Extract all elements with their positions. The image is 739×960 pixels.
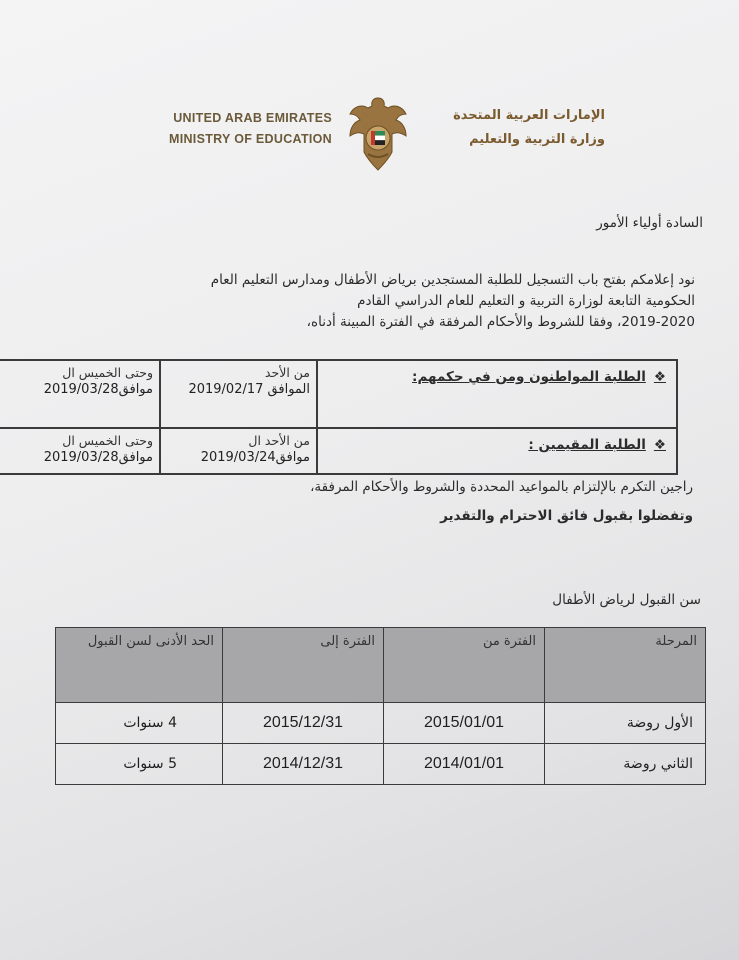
category-cell [317,428,677,474]
salutation: السادة أولياء الأمور [596,215,703,231]
category-label [318,429,676,453]
country-name-ar: الإمارات العربية المتحدة [453,108,605,123]
header-min-age: الحد الأدنى لسن القبول [56,628,223,703]
from-date-cell: 2015/01/01 [384,703,545,744]
stage-cell: الأول روضة [545,703,706,744]
table-row [0,360,677,428]
header-to: الفترة إلى [223,628,384,703]
to-date-cell [0,428,160,474]
table-header-row [56,628,706,703]
paragraph-line: 2019-2020، وفقا للشروط والأحكام المرفقة في الفترة المبينة أدناه، [306,314,695,330]
closing-line: راجين التكرم بالإلتزام بالمواعيد المحددة والشروط والأحكام المرفقة، [310,479,693,495]
closing-regards: وتفضلوا بقبول فائق الاحترام والتقدير [440,508,693,524]
admission-age-table [55,627,706,785]
header-from: الفترة من [384,628,545,703]
letterhead-english [150,108,332,150]
ministry-name-en: MINISTRY OF EDUCATION [168,132,332,146]
header-stage: المرحلة [545,628,706,703]
stage-cell: الثاني روضة [545,744,706,785]
from-date-cell [160,360,317,428]
table-row [56,703,706,744]
category-label [318,361,676,385]
from-date-cell [160,428,317,474]
table-row [56,744,706,785]
to-date-cell [0,360,160,428]
from-date-label: من الأحد [264,365,310,380]
to-date-value: موافق2019/03/28 [43,450,153,465]
category-text: الطلبة المواطنون ومن في حكمهم: [412,369,646,385]
country-name-en: UNITED ARAB EMIRATES [173,111,332,125]
from-date-value: الموافق 2019/02/17 [188,382,310,397]
to-date-cell: 2014/12/31 [223,744,384,785]
age-section-title: سن القبول لرياض الأطفال [552,592,701,608]
min-age-cell: 5 سنوات [56,744,223,785]
category-text: الطلبة المقيمين : [528,437,646,453]
diamond-bullet-icon: ❖ [653,437,666,453]
from-date-cell: 2014/01/01 [384,744,545,785]
paragraph-line: الحكومية التابعة لوزارة التربية و التعليم للعام الدراسي القادم [357,293,695,309]
ministry-name-ar: وزارة التربية والتعليم [469,132,605,147]
from-date-value: موافق2019/03/24 [200,450,310,465]
registration-period-table [0,359,678,475]
table-row [0,428,677,474]
uae-emblem-icon [346,94,410,174]
to-date-label: وحتى الخميس ال [62,365,153,380]
letterhead-arabic [415,104,605,152]
to-date-cell: 2015/12/31 [223,703,384,744]
min-age-cell: 4 سنوات [56,703,223,744]
diamond-bullet-icon: ❖ [653,369,666,385]
category-cell [317,360,677,428]
to-date-value: موافق2019/03/28 [43,382,153,397]
from-date-label: من الأحد ال [248,433,310,448]
paragraph-line: نود إعلامكم بفتح باب التسجيل للطلبة المستجدين برياض الأطفال ومدارس التعليم العام [210,272,695,288]
announcement-paragraph [55,270,695,333]
to-date-label: وحتى الخميس ال [62,433,153,448]
